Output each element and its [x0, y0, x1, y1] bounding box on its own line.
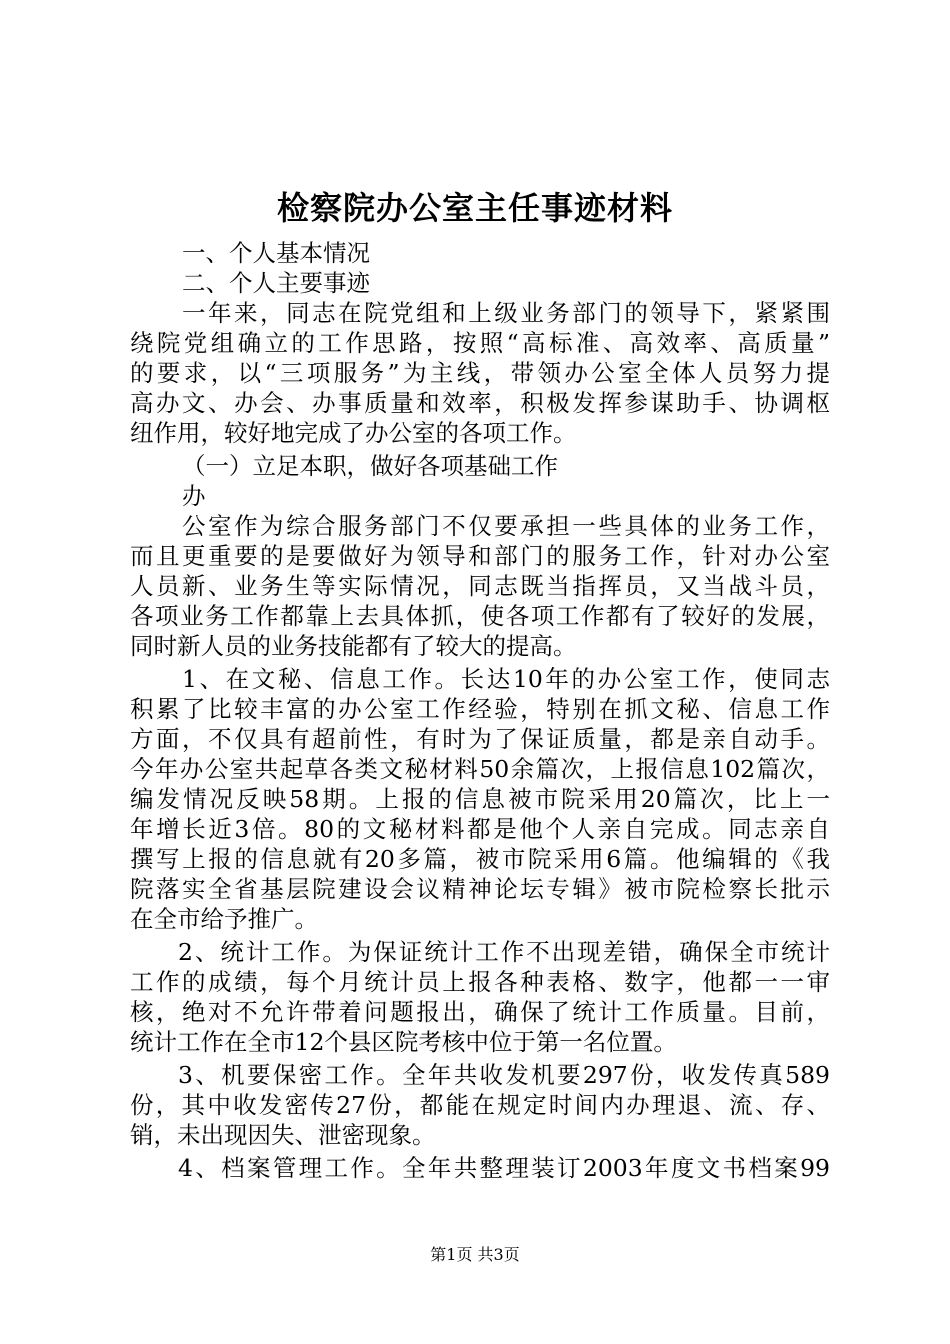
- paragraph-line: 积累了比较丰富的办公室工作经验，特别在抓文秘、信息工作: [130, 695, 830, 723]
- paragraph-line: 今年办公室共起草各类文秘材料50余篇次，上报信息102篇次，: [130, 755, 830, 783]
- paragraph-line: 在全市给予推广。: [130, 905, 318, 933]
- paragraph-line: 的要求，以“三项服务”为主线，带领办公室全体人员努力提: [130, 359, 830, 387]
- paragraph-line: 2、统计工作。为保证统计工作不出现差错，确保全市统计: [178, 938, 830, 966]
- paragraph-line: 一年来，同志在院党组和上级业务部门的领导下，紧紧围: [182, 299, 830, 327]
- paragraph-line: 高办文、办会、办事质量和效率，积极发挥参谋助手、协调枢: [130, 389, 830, 417]
- paragraph-line: 同时新人员的业务技能都有了较大的提高。: [130, 632, 577, 660]
- paragraph-line: 3、机要保密工作。全年共收发机要297份，收发传真589: [178, 1061, 830, 1089]
- paragraph-line: 绕院党组确立的工作思路，按照“高标准、高效率、高质量”: [130, 329, 830, 357]
- subsection-heading: （一）立足本职，做好各项基础工作: [182, 452, 558, 480]
- page-footer: 第1页 共3页: [430, 1245, 520, 1264]
- section-heading: 二、个人主要事迹: [182, 269, 370, 297]
- paragraph-line: 人员新、业务生等实际情况，同志既当指挥员，又当战斗员，: [130, 572, 830, 600]
- paragraph-line: 纽作用，较好地完成了办公室的各项工作。: [130, 419, 577, 447]
- paragraph-line: 而且更重要的是要做好为领导和部门的服务工作，针对办公室: [130, 542, 830, 570]
- paragraph-line: 公室作为综合服务部门不仅要承担一些具体的业务工作，: [182, 512, 830, 540]
- paragraph-line: 院落实全省基层院建设会议精神论坛专辑》被市院检察长批示: [130, 875, 830, 903]
- paragraph-line: 各项业务工作都靠上去具体抓，使各项工作都有了较好的发展，: [130, 602, 830, 630]
- paragraph-line: 核，绝对不允许带着问题报出，确保了统计工作质量。目前，: [130, 998, 830, 1026]
- paragraph-line: 编发情况反映58期。上报的信息被市院采用20篇次，比上一: [130, 785, 830, 813]
- paragraph-line: 统计工作在全市12个县区院考核中位于第一名位置。: [130, 1028, 677, 1056]
- paragraph-line: 办: [182, 482, 206, 510]
- paragraph-line: 方面，不仅具有超前性，有时为了保证质量，都是亲自动手。: [130, 725, 830, 753]
- section-heading: 一、个人基本情况: [182, 239, 370, 267]
- document-title: 检察院办公室主任事迹材料: [276, 189, 673, 227]
- paragraph-line: 1、在文秘、信息工作。长达10年的办公室工作，使同志: [182, 665, 830, 693]
- paragraph-line: 工作的成绩，每个月统计员上报各种表格、数字，他都一一审: [130, 968, 830, 996]
- paragraph-line: 销，未出现因失、泄密现象。: [130, 1121, 436, 1149]
- paragraph-line: 撰写上报的信息就有20多篇，被市院采用6篇。他编辑的《我: [130, 845, 830, 873]
- paragraph-line: 份，其中收发密传27份，都能在规定时间内办理退、流、存、: [130, 1091, 830, 1119]
- paragraph-line: 年增长近3倍。80的文秘材料都是他个人亲自完成。同志亲自: [130, 815, 830, 843]
- paragraph-line: 4、档案管理工作。全年共整理装订2003年度文书档案99: [178, 1154, 830, 1182]
